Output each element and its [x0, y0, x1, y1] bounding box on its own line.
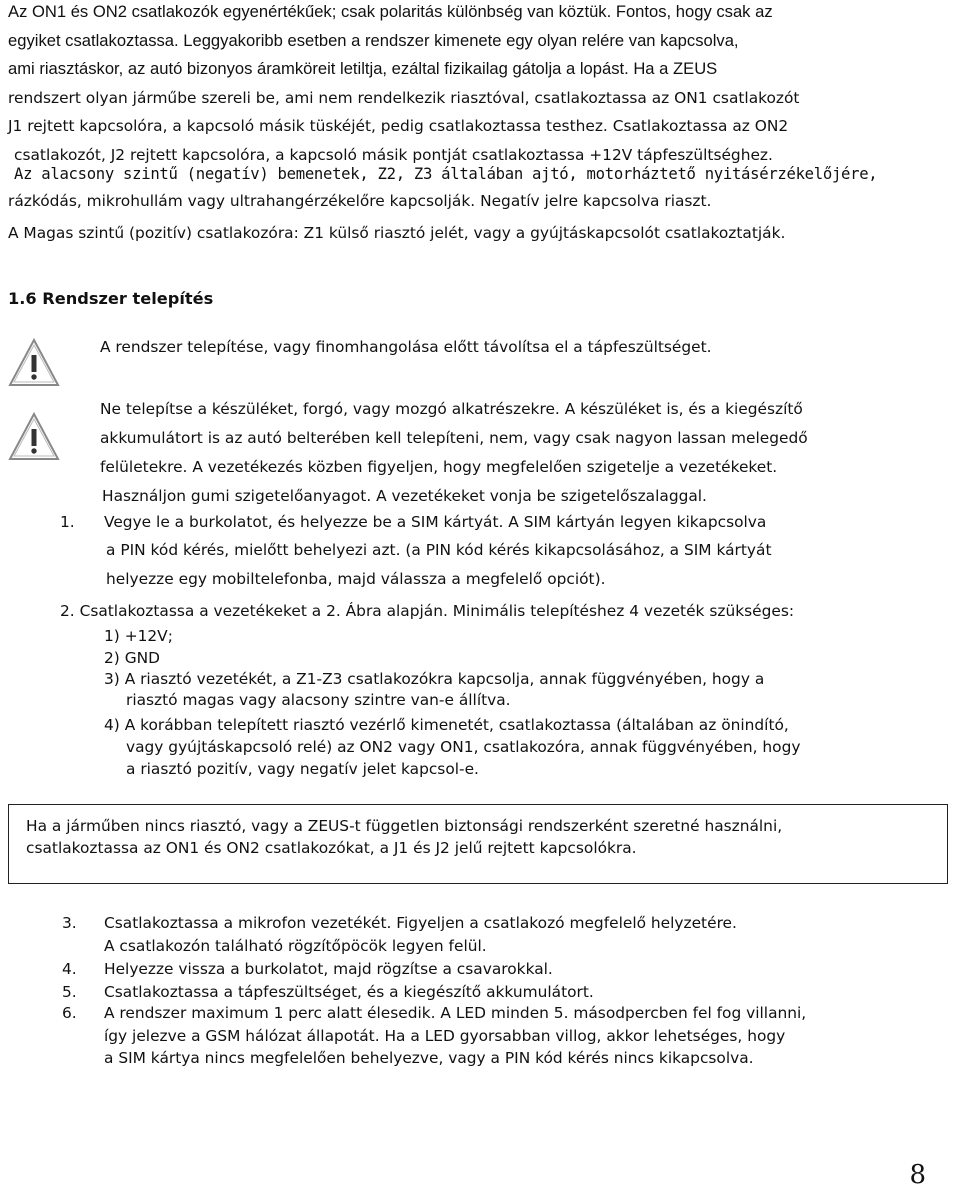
- step-number: 5.: [62, 983, 77, 1001]
- warning-text: akkumulátort is az autó belterében kell telepíteni, nem, vagy csak nagyon lassan melegedő: [100, 429, 808, 447]
- page-number: 8: [909, 1160, 926, 1190]
- warning-triangle-icon: [8, 411, 60, 463]
- intro-line: ami riasztáskor, az autó bizonyos áramköreit letiltja, ezáltal fizikailag gátolja a lopást. Ha a ZEUS: [8, 59, 718, 78]
- intro-line: Az ON1 és ON2 csatlakozók egyenértékűek; csak polaritás különbség van köztük. Fontos, hogy csak az: [8, 2, 773, 21]
- step-text: helyezze egy mobiltelefonba, majd válassza a megfelelő opciót).: [106, 570, 606, 588]
- note-text: Ha a járműben nincs riasztó, vagy a ZEUS-t független biztonsági rendszerként szeretné használni,: [26, 817, 783, 835]
- step-text: A csatlakozón található rögzítőpöcök legyen felül.: [104, 937, 487, 955]
- sub-item: riasztó magas vagy alacsony szintre van-e állítva.: [126, 691, 511, 709]
- warning-text: Ne telepítse a készüléket, forgó, vagy mozgó alkatrészekre. A készüléket is, és a kiegészítő: [100, 400, 803, 418]
- step-number: 3.: [62, 914, 77, 932]
- step-text: így jelezve a GSM hálózat állapotát. Ha a LED gyorsabban villog, akkor lehetséges, hogy: [104, 1027, 786, 1045]
- step-text: a SIM kártya nincs megfelelően behelyezve, vagy a PIN kód kérés nincs kikapcsolva.: [104, 1049, 754, 1067]
- step-text: A rendszer maximum 1 perc alatt élesedik. A LED minden 5. másodpercben fel fog villanni,: [104, 1004, 807, 1022]
- sub-item: 1) +12V;: [104, 627, 173, 645]
- step-text: Csatlakoztassa a tápfeszültséget, és a kiegészítő akkumulátort.: [104, 983, 594, 1001]
- intro-line: Az alacsony szintű (negatív) bemenetek, Z2, Z3 általában ajtó, motorháztető nyitásérzékelőjére,: [14, 165, 878, 183]
- warning-text: felületekre. A vezetékezés közben figyeljen, hogy megfelelően szigetelje a vezetékeket.: [100, 458, 778, 476]
- step-number: 4.: [62, 960, 77, 978]
- intro-line: A Magas szintű (pozitív) csatlakozóra: Z1 külső riasztó jelét, vagy a gyújtáskapcsolót csatlakoztatják.: [8, 224, 786, 242]
- step-text: Csatlakoztassa a mikrofon vezetékét. Figyeljen a csatlakozó megfelelő helyzetére.: [104, 914, 737, 932]
- warning-text: Használjon gumi szigetelőanyagot. A vezetékeket vonja be szigetelőszalaggal.: [102, 487, 707, 505]
- section-heading: 1.6 Rendszer telepítés: [8, 289, 214, 308]
- intro-line: rendszert olyan járműbe szereli be, ami nem rendelkezik riasztóval, csatlakoztassa az ON1 csatlakozót: [8, 89, 800, 107]
- sub-item: 3) A riasztó vezetékét, a Z1-Z3 csatlakozókra kapcsolja, annak függvényében, hogy a: [104, 670, 765, 688]
- intro-line: rázkódás, mikrohullám vagy ultrahangérzékelőre kapcsolják. Negatív jelre kapcsolva riaszt.: [8, 192, 712, 210]
- step-text: 2. Csatlakoztassa a vezetékeket a 2. Ábra alapján. Minimális telepítéshez 4 vezeték szükséges:: [60, 602, 795, 620]
- sub-item: 4) A korábban telepített riasztó vezérlő kimenetét, csatlakoztassa (általában az önindító,: [104, 716, 789, 734]
- sub-item: a riasztó pozitív, vagy negatív jelet kapcsol-e.: [126, 760, 479, 778]
- warning-text: A rendszer telepítése, vagy finomhangolása előtt távolítsa el a tápfeszültséget.: [100, 338, 712, 356]
- step-text: a PIN kód kérés, mielőtt behelyezi azt. (a PIN kód kérés kikapcsolásához, a SIM kártyát: [106, 541, 772, 559]
- intro-line: J1 rejtett kapcsolóra, a kapcsoló másik tüskéjét, pedig csatlakoztassa testhez. Csatlakoztassa az ON2: [8, 117, 789, 135]
- step-text: Helyezze vissza a burkolatot, majd rögzítse a csavarokkal.: [104, 960, 553, 978]
- intro-line: egyiket csatlakoztassa. Leggyakoribb esetben a rendszer kimenete egy olyan relére van kapcsolva,: [8, 31, 739, 50]
- sub-item: 2) GND: [104, 649, 160, 667]
- step-number: 6.: [62, 1004, 77, 1022]
- intro-line: csatlakozót, J2 rejtett kapcsolóra, a kapcsoló másik pontját csatlakoztassa +12V tápfeszültséghez.: [14, 146, 773, 164]
- step-text: Vegye le a burkolatot, és helyezze be a SIM kártyát. A SIM kártyán legyen kikapcsolva: [104, 513, 767, 531]
- warning-triangle-icon: [8, 337, 60, 389]
- note-text: csatlakoztassa az ON1 és ON2 csatlakozókat, a J1 és J2 jelű rejtett kapcsolókra.: [26, 839, 637, 857]
- step-number: 1.: [60, 513, 75, 531]
- sub-item: vagy gyújtáskapcsoló relé) az ON2 vagy ON1, csatlakozóra, annak függvényében, hogy: [126, 738, 801, 756]
